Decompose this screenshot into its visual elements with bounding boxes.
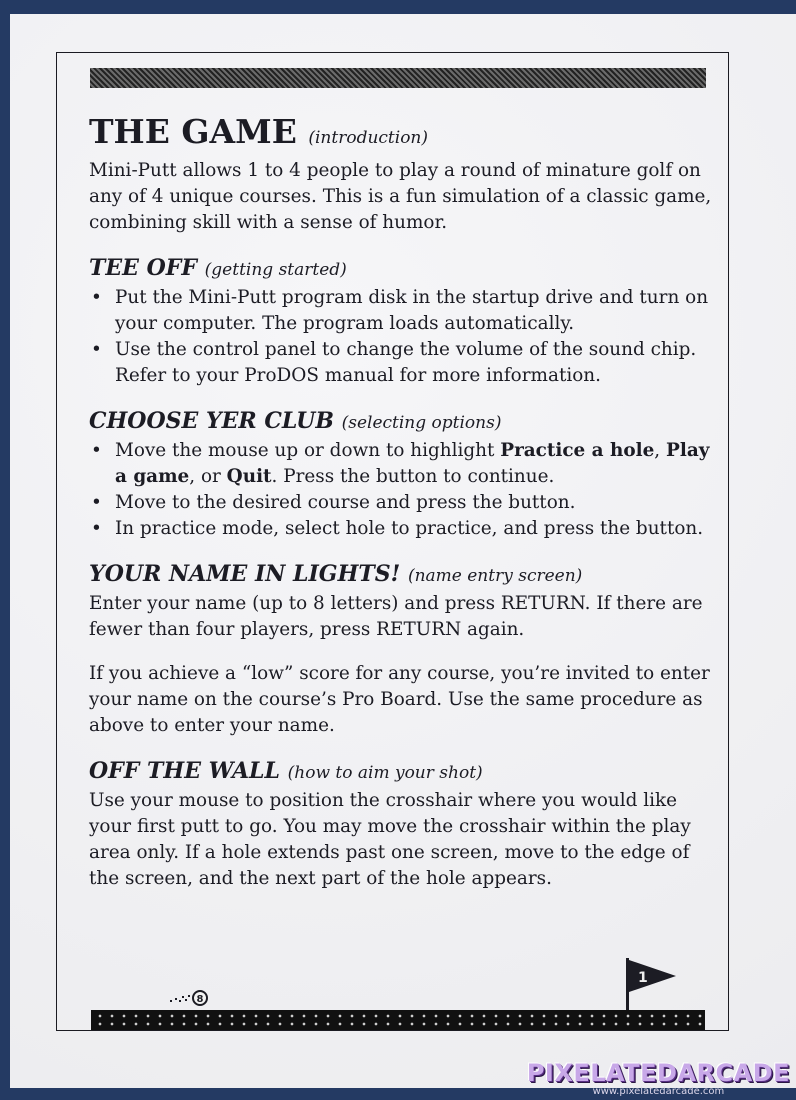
section-subtitle: (selecting options)	[341, 413, 502, 433]
text-run: . Press the button to continue.	[271, 466, 555, 487]
section-choose-club	[89, 406, 714, 542]
section-tee-off	[89, 253, 714, 389]
section-the-game	[89, 112, 714, 236]
top-decorative-bar	[90, 68, 706, 88]
section-title: THE GAME	[89, 112, 297, 151]
section-title: YOUR NAME IN LIGHTS!	[89, 561, 401, 587]
section-subtitle: (how to aim your shot)	[287, 763, 483, 783]
list-item: • Move to the desired course and press the button.	[89, 490, 714, 516]
section-body: Mini-Putt allows 1 to 4 people to play a round of minature golf on any of 4 unique courses. This is a fun simulation of a classic game, combining skill with a sense of humor.	[89, 160, 712, 233]
option-quit: Quit	[226, 466, 272, 487]
list-item: • In practice mode, select hole to practice, and press the button.	[89, 516, 714, 542]
watermark-logo: PIXELATEDARCADE	[526, 1059, 790, 1087]
watermark-url: www.pixelatedarcade.com	[592, 1086, 725, 1097]
section-subtitle: (name entry screen)	[407, 566, 583, 586]
list-item: • Put the Mini-Putt program disk in the startup drive and turn on your computer. The program loads automatically.	[89, 285, 714, 337]
text-run: ,	[654, 440, 666, 461]
list-item	[89, 438, 714, 490]
ground-strip	[91, 1010, 705, 1030]
section-title: OFF THE WALL	[89, 758, 280, 784]
manual-content	[89, 112, 714, 892]
list-item: • Use the control panel to change the volume of the sound chip. Refer to your ProDOS manual for more information.	[89, 337, 714, 389]
watermark	[527, 1060, 790, 1098]
section-off-wall	[89, 756, 714, 892]
option-practice: Practice a hole	[500, 440, 655, 461]
section-body: Enter your name (up to 8 letters) and press RETURN. If there are fewer than four players, press RETURN again.	[89, 593, 703, 640]
ball-number: 8	[196, 994, 204, 1005]
section-subtitle: (introduction)	[308, 128, 429, 148]
golf-ball-icon	[168, 988, 212, 1010]
option-play: Play a game	[115, 440, 710, 487]
section-body: Use your mouse to position the crosshair where you would like your first putt to go. You may move the crosshair within the play area only. If a hole extends past one screen, move to the edge of the screen, and the next part of the hole appears.	[89, 790, 691, 889]
text-run: , or	[189, 466, 227, 487]
flag-number: 1	[638, 970, 648, 986]
section-title: TEE OFF	[89, 255, 197, 281]
section-body: If you achieve a “low” score for any course, you’re invited to enter your name on the course’s Pro Board. Use the same procedure as above to enter your name.	[89, 663, 710, 736]
section-title: CHOOSE YER CLUB	[89, 408, 334, 434]
section-subtitle: (getting started)	[204, 260, 347, 280]
text-run: Move the mouse up or down to highlight	[115, 440, 501, 461]
section-name-lights	[89, 559, 714, 739]
bullet-list	[89, 285, 714, 389]
bullet-list	[89, 438, 714, 542]
